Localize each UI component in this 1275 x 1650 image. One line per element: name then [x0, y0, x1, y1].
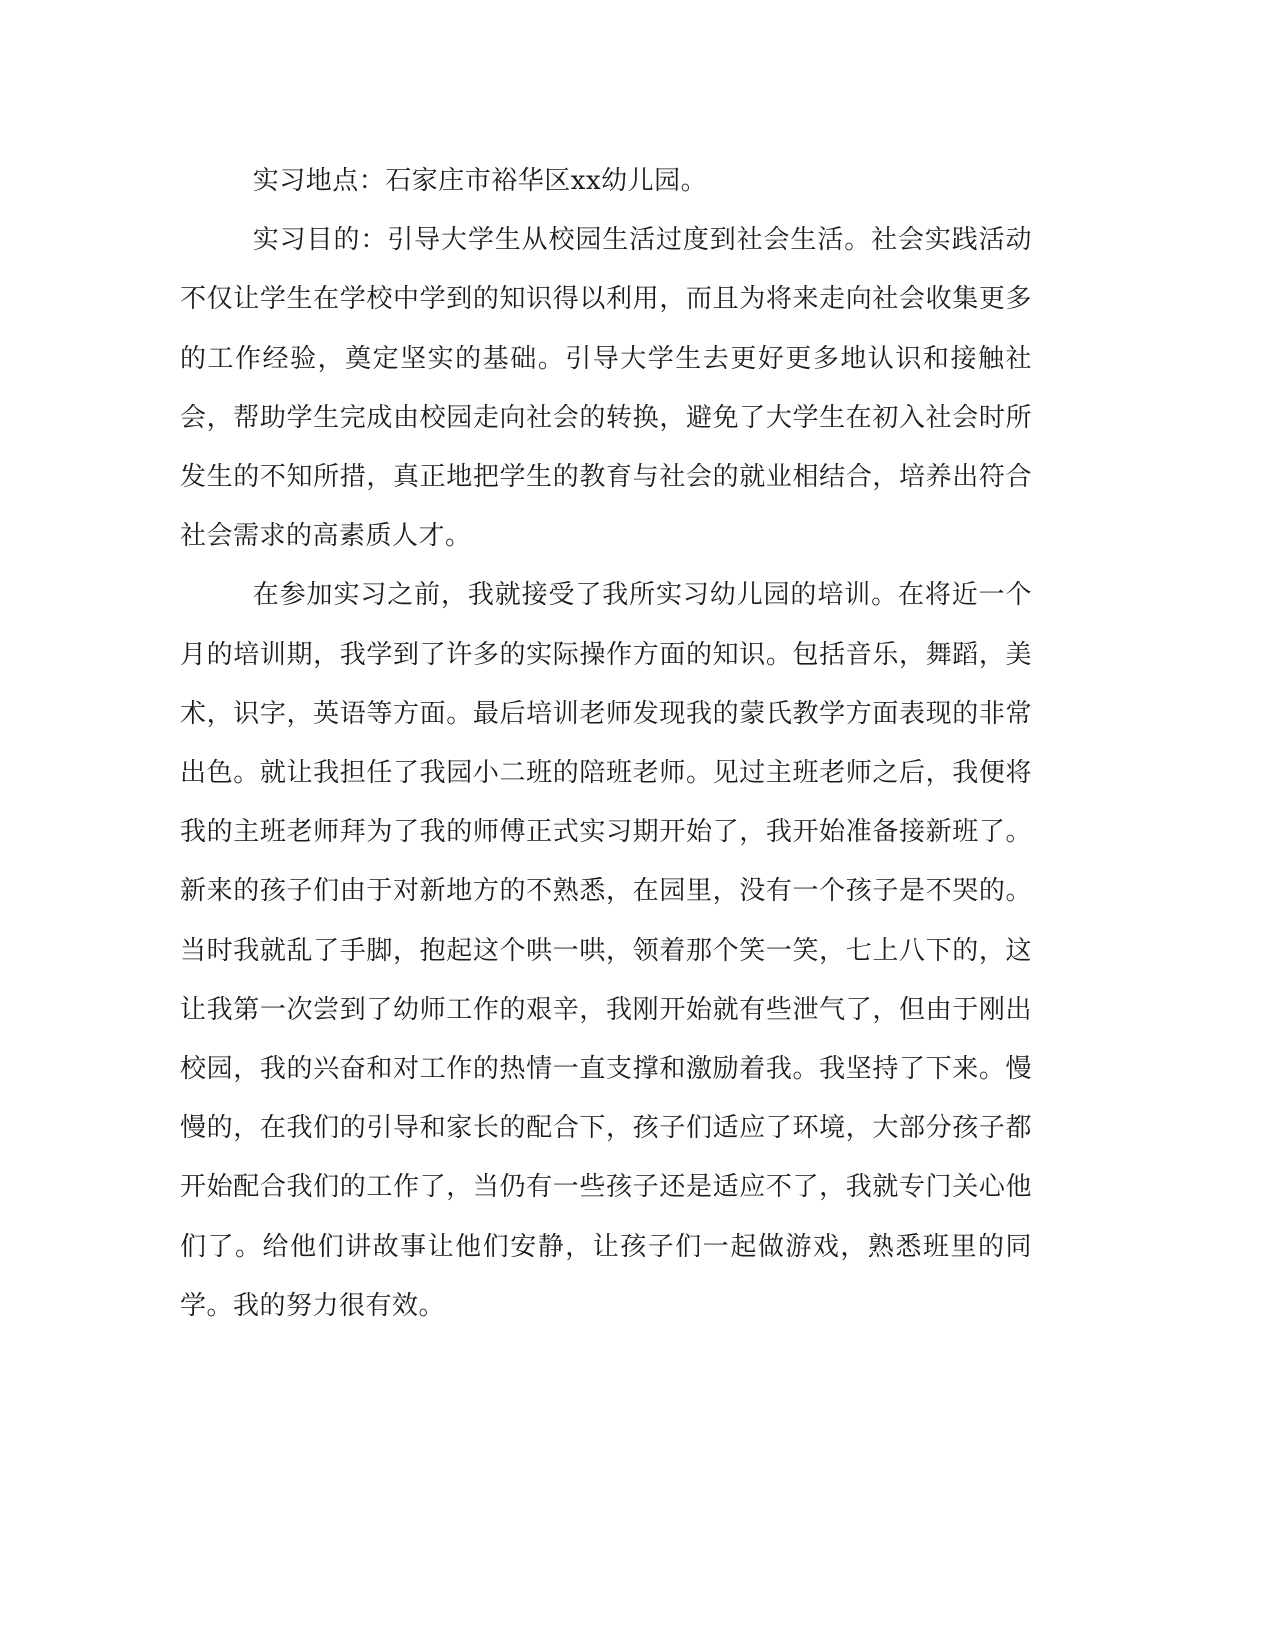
paragraph-location: 实习地点：石家庄市裕华区xx幼儿园。: [252, 166, 708, 196]
paragraph-purpose: 实习目的：引导大学生从校园生活过度到社会生活。社会实践活动不仅让学生在学校中学到的知识得以利用，而且为将来走向社会收集更多的工作经验，奠定坚实的基础。引导大学生去更好更多地认识和接触社会，帮助学生完成由校园走向社会的转换，避免了大学生在初入社会时所发生的不知所措，真正地把学生的教育与社会的就业相结合，培养出符合社会需求的高素质人才。: [180, 225, 1032, 552]
document-body: [180, 152, 1032, 1336]
paragraph-experience: 在参加实习之前，我就接受了我所实习幼儿园的培训。在将近一个月的培训期，我学到了许多的实际操作方面的知识。包括音乐，舞蹈，美术，识字，英语等方面。最后培训老师发现我的蒙氏教学方面表现的非常出色。就让我担任了我园小二班的陪班老师。见过主班老师之后，我便将我的主班老师拜为了我的师傅正式实习期开始了，我开始准备接新班了。新来的孩子们由于对新地方的不熟悉，在园里，没有一个孩子是不哭的。当时我就乱了手脚，抱起这个哄一哄，领着那个笑一笑，七上八下的，这让我第一次尝到了幼师工作的艰辛，我刚开始就有些泄气了，但由于刚出校园，我的兴奋和对工作的热情一直支撑和激励着我。我坚持了下来。慢慢的，在我们的引导和家长的配合下，孩子们适应了环境，大部分孩子都开始配合我们的工作了，当仍有一些孩子还是适应不了，我就专门关心他们了。给他们讲故事让他们安静，让孩子们一起做游戏，熟悉班里的同学。我的努力很有效。: [180, 580, 1032, 1321]
